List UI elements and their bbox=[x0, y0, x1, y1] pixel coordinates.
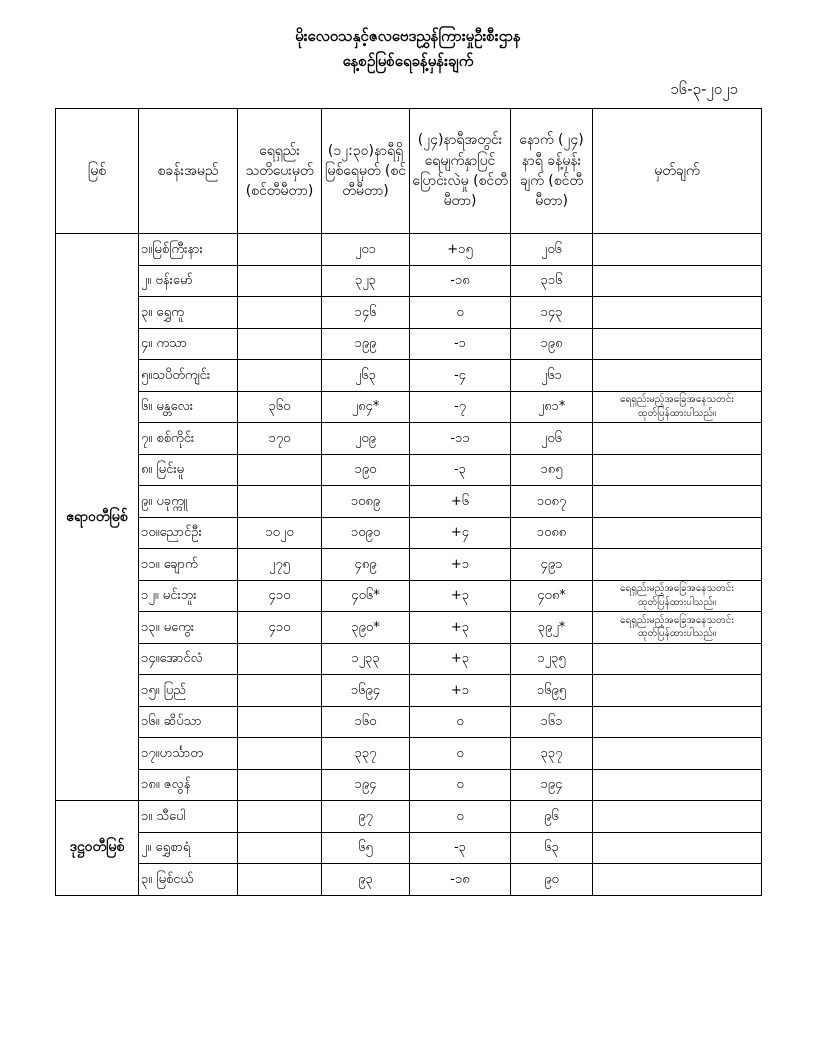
danger-level-cell bbox=[238, 675, 322, 707]
remarks-cell bbox=[593, 360, 762, 392]
report-title: နေ့စဉ်မြစ်ရေခန့်မှန်းချက် bbox=[342, 52, 474, 70]
danger-level-cell bbox=[238, 643, 322, 675]
level-change-cell: -၁ bbox=[410, 328, 511, 360]
river-name-cell: ဒုဋ္ဌဝတီမြစ် bbox=[56, 801, 139, 896]
water-level-cell: ၃၂၃ bbox=[322, 265, 410, 297]
remarks-cell bbox=[593, 297, 762, 329]
col-header-river: မြစ် bbox=[56, 109, 139, 234]
station-cell: ၁။ သီပေါ bbox=[139, 801, 238, 833]
level-change-cell: -၇ bbox=[410, 391, 511, 423]
forecast-cell: ၃၉၂* bbox=[511, 612, 593, 644]
forecast-cell: ၉၀ bbox=[511, 864, 593, 896]
forecast-cell: ၁၂၃၅ bbox=[511, 643, 593, 675]
water-level-cell: ၂၆၃ bbox=[322, 360, 410, 392]
remark-text: ရေရှည်းမည့်အခြေအနေသတင်း bbox=[620, 614, 734, 626]
water-level-cell: ၃၉၀* bbox=[322, 612, 410, 644]
water-level-cell: ၁၂၃၃ bbox=[322, 643, 410, 675]
remarks-cell bbox=[593, 580, 762, 612]
table-header-row bbox=[56, 109, 762, 234]
remarks-cell bbox=[593, 769, 762, 801]
water-level-cell: ၄၈၉ bbox=[322, 549, 410, 581]
level-change-cell: ၀ bbox=[410, 738, 511, 770]
remarks-cell bbox=[593, 517, 762, 549]
level-change-cell: +၁၅ bbox=[410, 234, 511, 266]
level-change-cell: -၃ bbox=[410, 832, 511, 864]
station-cell: ၁၆။ ဆိပ်သာ bbox=[139, 706, 238, 738]
remarks-cell bbox=[593, 454, 762, 486]
level-change-cell: -၃ bbox=[410, 454, 511, 486]
danger-level-cell bbox=[238, 769, 322, 801]
danger-level-cell bbox=[238, 360, 322, 392]
level-change-cell: ၀ bbox=[410, 801, 511, 833]
station-cell: ၅။သပိတ်ကျင်း bbox=[139, 360, 238, 392]
station-cell: ၂။ ဗန်းမော် bbox=[139, 265, 238, 297]
level-change-cell: +၆ bbox=[410, 486, 511, 518]
water-level-cell: ၁၀၈၉ bbox=[322, 486, 410, 518]
forecast-cell: ၁၉၈ bbox=[511, 328, 593, 360]
table-row bbox=[56, 328, 762, 360]
forecast-cell: ၃၃၇ bbox=[511, 738, 593, 770]
forecast-cell: ၄၉၁ bbox=[511, 549, 593, 581]
table-row bbox=[56, 549, 762, 581]
water-level-cell: ၁၆၉၄ bbox=[322, 675, 410, 707]
remarks-cell bbox=[593, 265, 762, 297]
station-cell: ၇။ စစ်ကိုင်း bbox=[139, 423, 238, 455]
remarks-cell bbox=[593, 234, 762, 266]
remarks-cell bbox=[593, 549, 762, 581]
remarks-cell bbox=[593, 675, 762, 707]
station-cell: ၁၂။ မင်းဘူး bbox=[139, 580, 238, 612]
level-change-cell: +၄ bbox=[410, 517, 511, 549]
forecast-cell: ၁၀၈၈ bbox=[511, 517, 593, 549]
forecast-cell: ၁၀၈၇ bbox=[511, 486, 593, 518]
col-header-water-level: (၁၂:၃၀)နာရီရှိ မြစ်ရေမှတ် (စင်တီမီတာ) bbox=[322, 109, 410, 234]
water-level-cell: ၁၀၉၀ bbox=[322, 517, 410, 549]
remark-text: ရေရှည်းမည့်အခြေအနေသတင်း bbox=[620, 583, 734, 595]
station-cell: ၁၄။အောင်လံ bbox=[139, 643, 238, 675]
table-row bbox=[56, 234, 762, 266]
level-change-cell: ၀ bbox=[410, 706, 511, 738]
remark-text: ရေရှည်းမည့်အခြေအနေသတင်း bbox=[620, 394, 734, 406]
table-row bbox=[56, 612, 762, 644]
station-cell: ၁၃။ မကွေး bbox=[139, 612, 238, 644]
water-level-cell: ၂၀၉ bbox=[322, 423, 410, 455]
danger-level-cell bbox=[238, 832, 322, 864]
forecast-cell: ၂၀၆ bbox=[511, 234, 593, 266]
department-title: မိုးလေဝသနှင့်ဇလဗေဒညွှန်ကြားမှုဦးစီးဌာန bbox=[295, 27, 521, 45]
remarks-cell bbox=[593, 643, 762, 675]
table-row bbox=[56, 517, 762, 549]
station-cell: ၁၈။ ဇလွန် bbox=[139, 769, 238, 801]
col-header-change: (၂၄)နာရီအတွင်း ရေမျက်နှာပြင် ပြောင်းလဲမှု (စင်တီမီတာ) bbox=[410, 109, 511, 234]
remarks-cell bbox=[593, 832, 762, 864]
forecast-cell: ၆၃ bbox=[511, 832, 593, 864]
station-cell: ၃။ မြစ်ငယ် bbox=[139, 864, 238, 896]
danger-level-cell bbox=[238, 738, 322, 770]
table-row bbox=[56, 832, 762, 864]
col-header-forecast: နောက် (၂၄) နာရီ ခန့်မှန်းချက် (စင်တီမီတာ) bbox=[511, 109, 593, 234]
water-level-cell: ၃၃၇ bbox=[322, 738, 410, 770]
river-name-cell: ဧရာဝတီမြစ် bbox=[56, 234, 139, 801]
danger-level-cell bbox=[238, 486, 322, 518]
remark-text: ထုတ်ပြန်ထားပါသည်။ bbox=[637, 596, 717, 608]
table-row bbox=[56, 423, 762, 455]
table-row bbox=[56, 297, 762, 329]
danger-level-cell: ၁၀၂၀ bbox=[238, 517, 322, 549]
table-row bbox=[56, 706, 762, 738]
table-row bbox=[56, 486, 762, 518]
remarks-cell bbox=[593, 864, 762, 896]
station-cell: ၃။ ရွှေကူ bbox=[139, 297, 238, 329]
station-cell: ၈။ မြင်းမူ bbox=[139, 454, 238, 486]
danger-level-cell bbox=[238, 864, 322, 896]
station-cell: ၂။ ရွှေစာရံ bbox=[139, 832, 238, 864]
table-row bbox=[56, 391, 762, 423]
remarks-cell bbox=[593, 423, 762, 455]
station-cell: ၁၀။ညောင်ဦး bbox=[139, 517, 238, 549]
forecast-cell: ၁၈၅ bbox=[511, 454, 593, 486]
water-level-cell: ၄၀၆* bbox=[322, 580, 410, 612]
level-change-cell: +၃ bbox=[410, 612, 511, 644]
table-row bbox=[56, 265, 762, 297]
danger-level-cell: ၄၁၀ bbox=[238, 612, 322, 644]
forecast-cell: ၂၈၁* bbox=[511, 391, 593, 423]
forecast-cell: ၂၀၆ bbox=[511, 423, 593, 455]
col-header-remarks: မှတ်ချက် bbox=[593, 109, 762, 234]
table-row bbox=[56, 738, 762, 770]
forecast-cell: ၁၉၄ bbox=[511, 769, 593, 801]
level-change-cell: -၄ bbox=[410, 360, 511, 392]
danger-level-cell bbox=[238, 234, 322, 266]
remark-text: ထုတ်ပြန်ထားပါသည်။ bbox=[637, 407, 717, 419]
table-row bbox=[56, 360, 762, 392]
forecast-cell: ၂၆၁ bbox=[511, 360, 593, 392]
report-date: ၁၆-၃-၂၀၂၁ bbox=[670, 80, 738, 98]
river-level-table bbox=[55, 108, 762, 896]
level-change-cell: ၀ bbox=[410, 769, 511, 801]
danger-level-cell bbox=[238, 801, 322, 833]
danger-level-cell bbox=[238, 297, 322, 329]
station-cell: ၁၇။ဟင်္သာတ bbox=[139, 738, 238, 770]
remarks-cell bbox=[593, 801, 762, 833]
danger-level-cell bbox=[238, 706, 322, 738]
danger-level-cell: ၂၇၅ bbox=[238, 549, 322, 581]
danger-level-cell bbox=[238, 265, 322, 297]
col-header-station: စခန်းအမည် bbox=[139, 109, 238, 234]
water-level-cell: ၁၉၉ bbox=[322, 328, 410, 360]
danger-level-cell: ၃၆၀ bbox=[238, 391, 322, 423]
table-row bbox=[56, 675, 762, 707]
danger-level-cell bbox=[238, 454, 322, 486]
water-level-cell: ၉၃ bbox=[322, 864, 410, 896]
station-cell: ၁၁။ ချောက် bbox=[139, 549, 238, 581]
station-cell: ၁၅။ ပြည် bbox=[139, 675, 238, 707]
remarks-cell bbox=[593, 328, 762, 360]
remarks-cell bbox=[593, 612, 762, 644]
forecast-cell: ၁၆၉၅ bbox=[511, 675, 593, 707]
water-level-cell: ၁၆၀ bbox=[322, 706, 410, 738]
water-level-cell: ၁၉၄ bbox=[322, 769, 410, 801]
station-cell: ၁။မြစ်ကြီးနား bbox=[139, 234, 238, 266]
remarks-cell bbox=[593, 486, 762, 518]
station-cell: ၄။ ကသာ bbox=[139, 328, 238, 360]
level-change-cell: -၁၈ bbox=[410, 265, 511, 297]
table-row bbox=[56, 643, 762, 675]
table-row bbox=[56, 454, 762, 486]
forecast-cell: ၁၄၃ bbox=[511, 297, 593, 329]
water-level-cell: ၂၀၁ bbox=[322, 234, 410, 266]
danger-level-cell bbox=[238, 328, 322, 360]
forecast-cell: ၁၆၁ bbox=[511, 706, 593, 738]
level-change-cell: -၁၈ bbox=[410, 864, 511, 896]
forecast-cell: ၉၆ bbox=[511, 801, 593, 833]
forecast-cell: ၃၁၆ bbox=[511, 265, 593, 297]
water-level-cell: ၆၅ bbox=[322, 832, 410, 864]
level-change-cell: +၁ bbox=[410, 549, 511, 581]
water-level-cell: ၁၄၆ bbox=[322, 297, 410, 329]
remarks-cell bbox=[593, 706, 762, 738]
station-cell: ၉။ ပခုက္ကူ bbox=[139, 486, 238, 518]
level-change-cell: +၁ bbox=[410, 675, 511, 707]
level-change-cell: ၀ bbox=[410, 297, 511, 329]
remarks-cell bbox=[593, 391, 762, 423]
danger-level-cell: ၁၇၀ bbox=[238, 423, 322, 455]
col-header-danger-level: ရေရှည်း သတိပေးမှတ် (စင်တီမီတာ) bbox=[238, 109, 322, 234]
station-cell: ၆။ မန္တလေး bbox=[139, 391, 238, 423]
water-level-cell: ၉၇ bbox=[322, 801, 410, 833]
table-row bbox=[56, 801, 762, 833]
water-level-cell: ၂၈၄* bbox=[322, 391, 410, 423]
level-change-cell: +၃ bbox=[410, 580, 511, 612]
danger-level-cell: ၄၁၀ bbox=[238, 580, 322, 612]
remark-text: ထုတ်ပြန်ထားပါသည်။ bbox=[637, 628, 717, 640]
forecast-cell: ၄၀၈* bbox=[511, 580, 593, 612]
table-row bbox=[56, 580, 762, 612]
level-change-cell: -၁၁ bbox=[410, 423, 511, 455]
table-row bbox=[56, 769, 762, 801]
table-row bbox=[56, 864, 762, 896]
water-level-cell: ၁၉၀ bbox=[322, 454, 410, 486]
remarks-cell bbox=[593, 738, 762, 770]
level-change-cell: +၃ bbox=[410, 643, 511, 675]
